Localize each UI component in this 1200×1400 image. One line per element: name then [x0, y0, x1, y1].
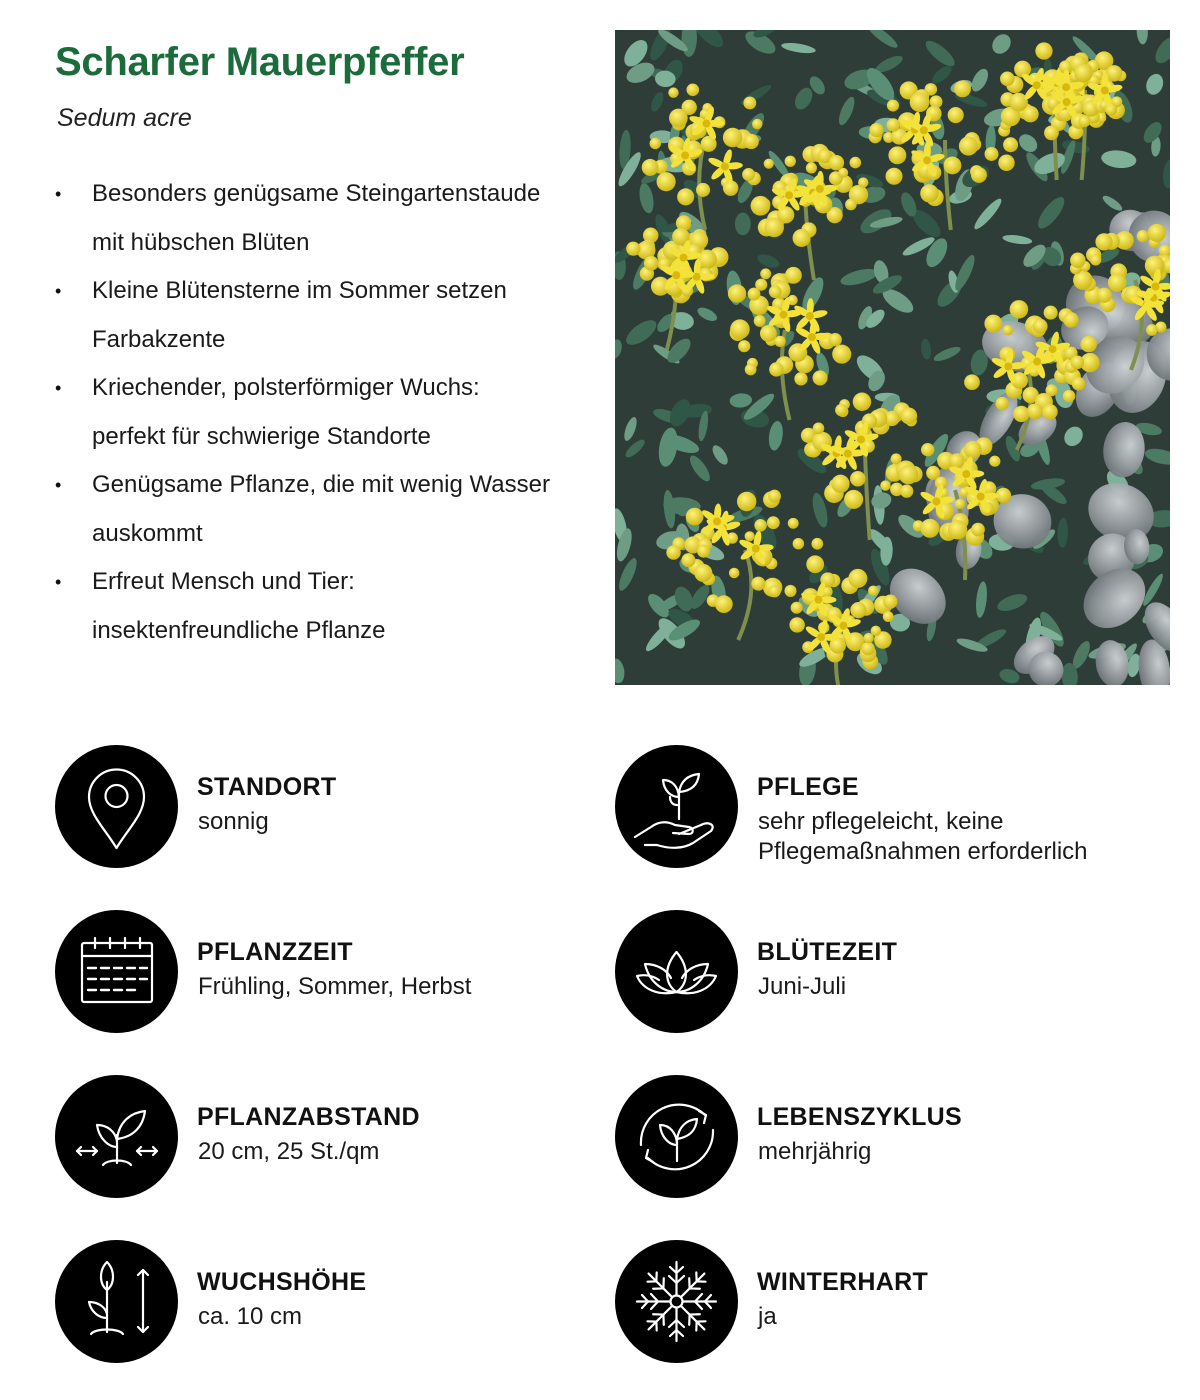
- feature-line: Farbakzente: [92, 325, 226, 353]
- feature-line: auskommt: [92, 519, 203, 547]
- growth-height-icon: [55, 1240, 178, 1363]
- info-pflanzzeit: [55, 910, 535, 1035]
- info-label: PFLANZABSTAND: [197, 1103, 420, 1131]
- info-value: 20 cm, 25 St./qm: [198, 1138, 380, 1165]
- info-label: BLÜTEZEIT: [757, 938, 898, 966]
- info-value: Frühling, Sommer, Herbst: [198, 973, 472, 1000]
- info-value: sonnig: [198, 808, 269, 835]
- info-value: Juni-Juli: [758, 973, 847, 1000]
- feature-line: perfekt für schwierige Standorte: [92, 422, 431, 450]
- page-title: Scharfer Mauerpfeffer: [55, 40, 465, 84]
- info-pflege: [615, 745, 1095, 870]
- feature-line: mit hübschen Blüten: [92, 228, 310, 256]
- info-value: ja: [758, 1303, 777, 1330]
- feature-list: [55, 170, 595, 655]
- feature-line: Genügsame Pflanze, die mit wenig Wasser: [92, 471, 550, 498]
- feature-line: Kriechender, polsterförmiger Wuchs:: [92, 374, 480, 401]
- botanical-name: Sedum acre: [57, 104, 192, 132]
- info-pflanzabstand: [55, 1075, 535, 1200]
- info-value-line: sehr pflegeleicht, keine: [758, 808, 1004, 835]
- info-wuchshoehe: [55, 1240, 535, 1365]
- feature-line: insektenfreundliche Pflanze: [92, 616, 386, 644]
- feature-line: Kleine Blütensterne im Sommer setzen: [92, 277, 507, 304]
- feature-item: [55, 461, 595, 558]
- snowflake-icon: [615, 1240, 738, 1363]
- plant-in-hand-icon: [615, 745, 738, 868]
- life-cycle-icon: [615, 1075, 738, 1198]
- info-label: PFLEGE: [757, 773, 859, 801]
- info-value: [758, 807, 1138, 867]
- info-bluetezeit: [615, 910, 1095, 1035]
- info-label: WUCHSHÖHE: [197, 1268, 367, 1296]
- info-winterhart: [615, 1240, 1095, 1365]
- feature-line: Besonders genügsame Steingartenstaude: [92, 180, 541, 207]
- info-value: mehrjährig: [758, 1138, 872, 1165]
- plant-photo: [615, 30, 1170, 685]
- info-label: WINTERHART: [757, 1268, 929, 1296]
- info-value: ca. 10 cm: [198, 1303, 303, 1330]
- info-label: LEBENSZYKLUS: [757, 1103, 963, 1131]
- info-standort: [55, 745, 535, 870]
- feature-item: [55, 558, 595, 655]
- info-value-line: Pflegemaßnahmen erforderlich: [758, 838, 1088, 865]
- location-pin-icon: [55, 745, 178, 868]
- plant-spacing-icon: [55, 1075, 178, 1198]
- lotus-flower-icon: [615, 910, 738, 1033]
- info-lebenszyklus: [615, 1075, 1095, 1200]
- feature-item: [55, 170, 595, 267]
- feature-item: [55, 267, 595, 364]
- feature-item: [55, 364, 595, 461]
- info-label: STANDORT: [197, 773, 337, 801]
- info-label: PFLANZZEIT: [197, 938, 353, 966]
- feature-line: Erfreut Mensch und Tier:: [92, 568, 355, 595]
- calendar-icon: [55, 910, 178, 1033]
